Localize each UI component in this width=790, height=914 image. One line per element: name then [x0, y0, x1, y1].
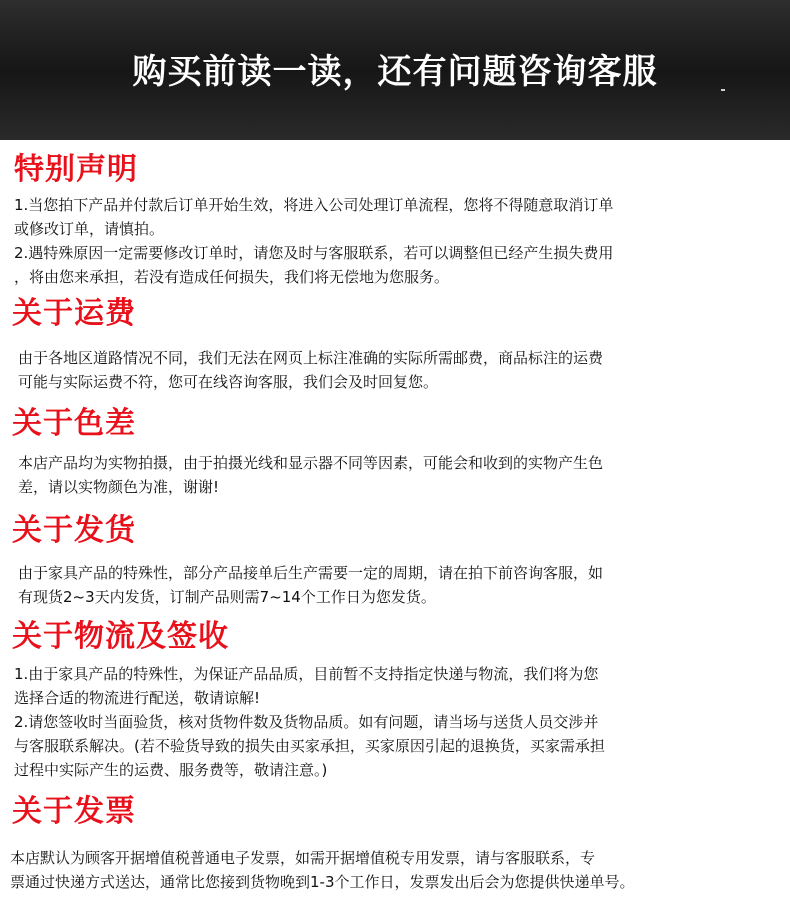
- heading-color-difference: 关于色差: [12, 406, 136, 441]
- text-line: 1.由于家具产品的特殊性，为保证产品品质，目前暂不支持指定快递与物流，我们将为您: [14, 665, 599, 683]
- text-line: 票通过快递方式送达，通常比您接到货物晚到1-3个工作日，发票发出后会为您提供快递单号。: [10, 873, 635, 891]
- text-line: 与客服联系解决。(若不验货导致的损失由买家承担，买家原因引起的退换货，买家需承担: [14, 737, 605, 755]
- paragraph-invoice: [10, 846, 635, 894]
- paragraph-special-statement: [14, 193, 613, 289]
- banner-decoration: [721, 89, 725, 91]
- text-line: 2.遇特殊原因一定需要修改订单时，请您及时与客服联系，若可以调整但已经产生损失费用: [14, 244, 614, 262]
- paragraph-shipping-fee: [18, 346, 603, 394]
- heading-special-statement: 特别声明: [14, 152, 138, 187]
- text-line: 或修改订单，请慎拍。: [14, 220, 165, 238]
- text-line: 本店默认为顾客开据增值税普通电子发票，如需开据增值税专用发票，请与客服联系，专: [10, 849, 596, 867]
- heading-invoice: 关于发票: [12, 794, 136, 829]
- text-line: 由于家具产品的特殊性，部分产品接单后生产需要一定的周期，请在拍下前咨询客服，如: [18, 564, 604, 582]
- header-banner: [0, 0, 790, 140]
- text-line: ，将由您来承担，若没有造成任何损失，我们将无偿地为您服务。: [14, 268, 450, 286]
- heading-logistics-receipt: 关于物流及签收: [12, 619, 229, 654]
- text-line: 2.请您签收时当面验货，核对货物件数及货物品质。如有问题，请当场与送货人员交涉并: [14, 713, 599, 731]
- text-line: 选择合适的物流进行配送，敬请谅解!: [14, 689, 261, 707]
- heading-delivery: 关于发货: [12, 513, 136, 548]
- text-line: 由于各地区道路情况不同，我们无法在网页上标注准确的实际所需邮费，商品标注的运费: [18, 349, 604, 367]
- text-line: 过程中实际产生的运费、服务费等，敬请注意。): [14, 761, 328, 779]
- text-line: 本店产品均为实物拍摄，由于拍摄光线和显示器不同等因素，可能会和收到的实物产生色: [18, 454, 604, 472]
- text-line: 有现货2~3天内发货，订制产品则需7~14个工作日为您发货。: [18, 588, 436, 606]
- paragraph-logistics-receipt: [14, 662, 605, 782]
- heading-shipping-fee: 关于运费: [12, 296, 136, 331]
- paragraph-delivery: [18, 561, 603, 609]
- text-line: 差，请以实物颜色为准，谢谢!: [18, 478, 220, 496]
- banner-title: 购买前读一读，还有问题咨询客服: [132, 51, 658, 92]
- text-line: 1.当您拍下产品并付款后订单开始生效，将进入公司处理订单流程，您将不得随意取消订单: [14, 196, 614, 214]
- text-line: 可能与实际运费不符，您可在线咨询客服，我们会及时回复您。: [18, 373, 439, 391]
- paragraph-color-difference: [18, 451, 603, 499]
